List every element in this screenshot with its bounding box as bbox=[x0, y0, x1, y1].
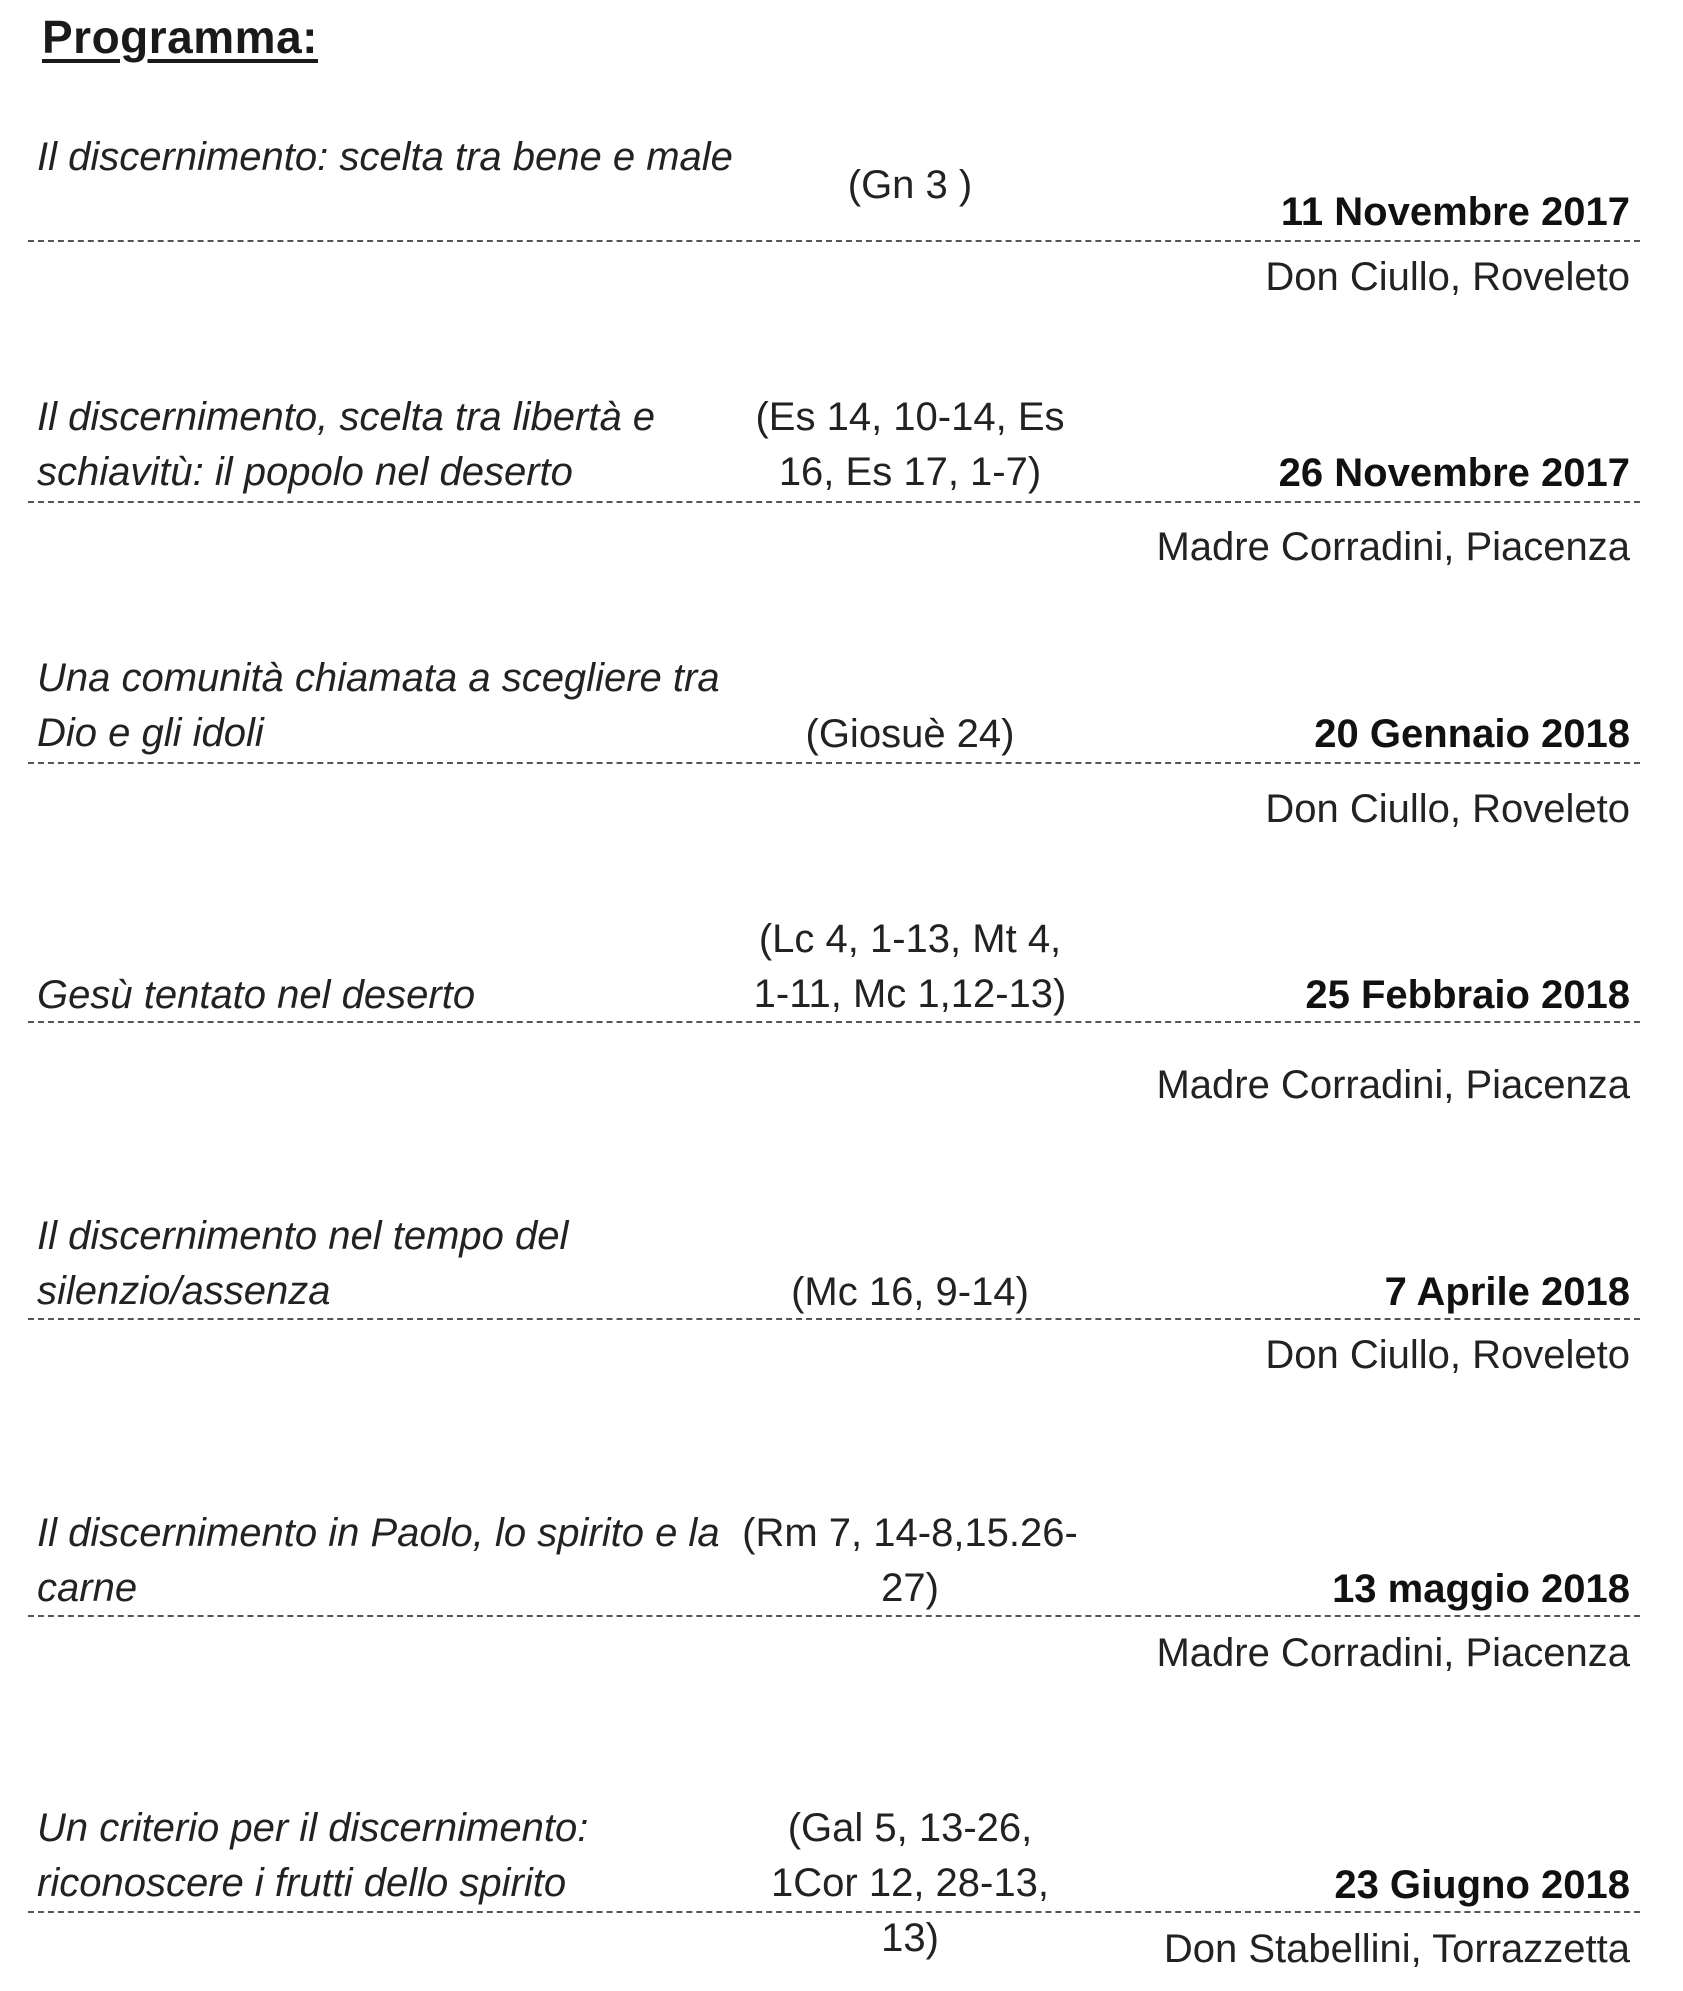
entry-reference: (Giosuè 24) bbox=[805, 712, 1015, 756]
entry-speaker: Madre Corradini, Piacenza bbox=[1156, 1063, 1630, 1107]
page-title: Programma: bbox=[42, 11, 318, 63]
dashed-divider bbox=[28, 1615, 1640, 1617]
dashed-divider bbox=[28, 1318, 1640, 1320]
entry-date: 13 maggio 2018 bbox=[1332, 1567, 1630, 1611]
entry-date: 7 Aprile 2018 bbox=[1384, 1270, 1630, 1314]
dashed-divider bbox=[28, 1911, 1640, 1913]
entry-speaker: Don Ciullo, Roveleto bbox=[1265, 787, 1630, 831]
dashed-divider bbox=[28, 501, 1640, 503]
entry-topic: Gesù tentato nel deserto bbox=[37, 973, 476, 1017]
dashed-divider bbox=[28, 762, 1640, 764]
entry-reference: (Gal 5, 13-26, 1Cor 12, 28-13, 13) bbox=[771, 1806, 1049, 1960]
entry-date: 11 Novembre 2017 bbox=[1280, 190, 1630, 234]
entry-topic: Una comunità chiamata a scegliere tra Dio e gli idoli bbox=[37, 656, 720, 755]
entry-topic: Il discernimento, scelta tra libertà e schiavitù: il popolo nel deserto bbox=[37, 395, 656, 494]
entry-date: 23 Giugno 2018 bbox=[1334, 1863, 1630, 1907]
entry-reference: (Rm 7, 14-8,15.26-27) bbox=[742, 1511, 1078, 1610]
entry-topic: Il discernimento nel tempo del silenzio/assenza bbox=[37, 1214, 569, 1313]
entry-speaker: Don Ciullo, Roveleto bbox=[1265, 255, 1630, 299]
entry-date: 25 Febbraio 2018 bbox=[1305, 973, 1630, 1017]
entry-speaker: Madre Corradini, Piacenza bbox=[1156, 525, 1630, 569]
entry-speaker: Don Ciullo, Roveleto bbox=[1265, 1333, 1630, 1377]
entry-date: 26 Novembre 2017 bbox=[1278, 451, 1630, 495]
entry-speaker: Don Stabellini, Torrazzetta bbox=[1163, 1927, 1630, 1971]
entry-date: 20 Gennaio 2018 bbox=[1314, 712, 1630, 756]
entry-reference: (Lc 4, 1-13, Mt 4, 1-11, Mc 1,12-13) bbox=[753, 917, 1067, 1016]
entry-reference: (Es 14, 10-14, Es 16, Es 17, 1-7) bbox=[755, 395, 1065, 494]
dashed-divider bbox=[28, 1021, 1640, 1023]
entry-topic: Un criterio per il discernimento: riconoscere i frutti dello spirito bbox=[37, 1806, 589, 1905]
dashed-divider bbox=[28, 240, 1640, 242]
entry-reference: (Gn 3 ) bbox=[847, 163, 973, 207]
entry-reference: (Mc 16, 9-14) bbox=[791, 1270, 1029, 1314]
entry-speaker: Madre Corradini, Piacenza bbox=[1156, 1631, 1630, 1675]
entry-topic: Il discernimento in Paolo, lo spirito e la carne bbox=[37, 1511, 720, 1610]
entry-topic: Il discernimento: scelta tra bene e male bbox=[37, 135, 733, 179]
